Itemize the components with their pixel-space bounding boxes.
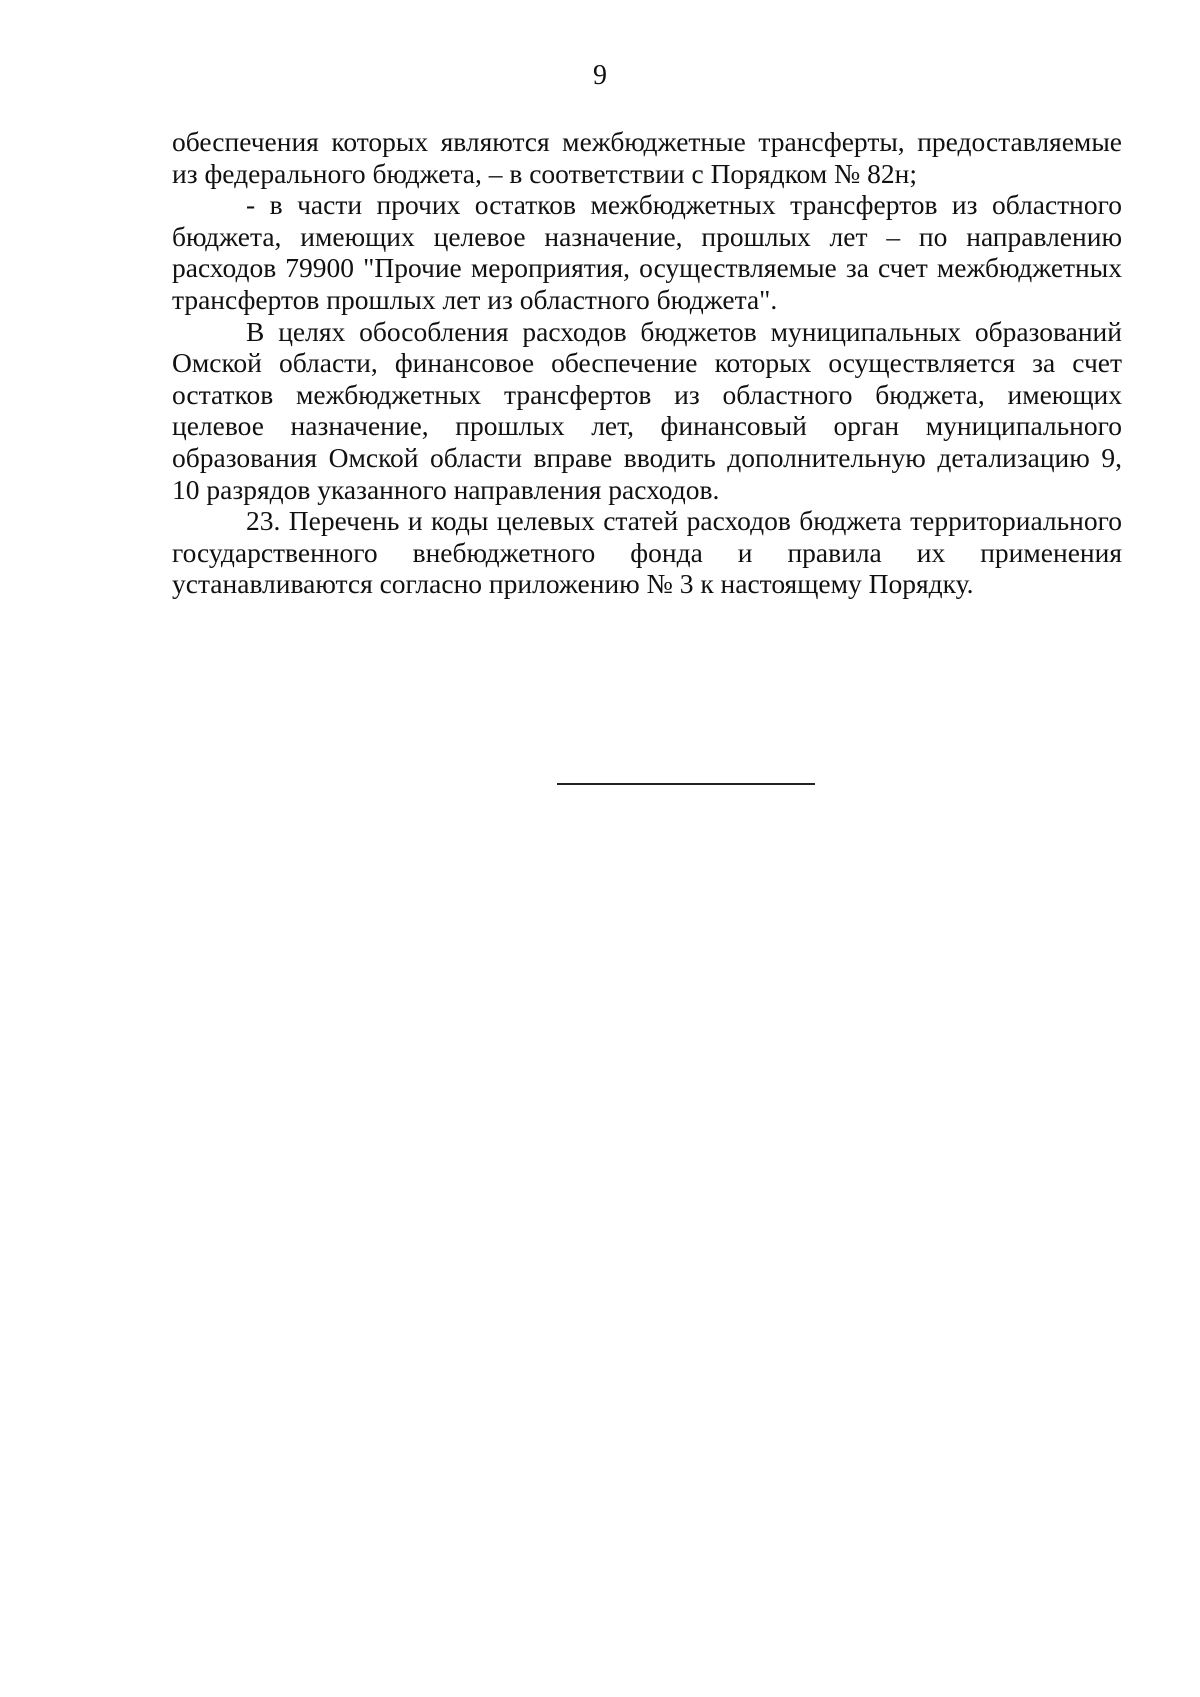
paragraph-continuation: обеспечения которых являются межбюджетные трансферты, предоставляемые из федерального бюджета, – в соответствии с Порядком № 82н; <box>172 126 1122 189</box>
document-body <box>172 126 1122 600</box>
end-separator-line <box>557 783 815 785</box>
page-number: 9 <box>593 60 607 91</box>
paragraph-detail: В целях обособления расходов бюджетов муниципальных образований Омской области, финансовое обеспечение которых осуществляется за счет остатков межбюджетных трансфертов из областного бюджета, имеющих целевое назначение, прошлых лет, финансовый орган муниципального образования Омской области вправе вводить дополнительную детализацию 9, 10 разрядов указанного направления расходов. <box>172 315 1122 505</box>
paragraph-item-23: 23. Перечень и коды целевых статей расходов бюджета территориального государственного внебюджетного фонда и правила их применения устанавливаются согласно приложению № 3 к настоящему Порядку. <box>172 505 1122 600</box>
paragraph-list-item: - в части прочих остатков межбюджетных трансфертов из областного бюджета, имеющих целевое назначение, прошлых лет – по направлению расходов 79900 "Прочие мероприятия, осуществляемые за счет межбюджетных трансфертов прошлых лет из областного бюджета". <box>172 189 1122 315</box>
